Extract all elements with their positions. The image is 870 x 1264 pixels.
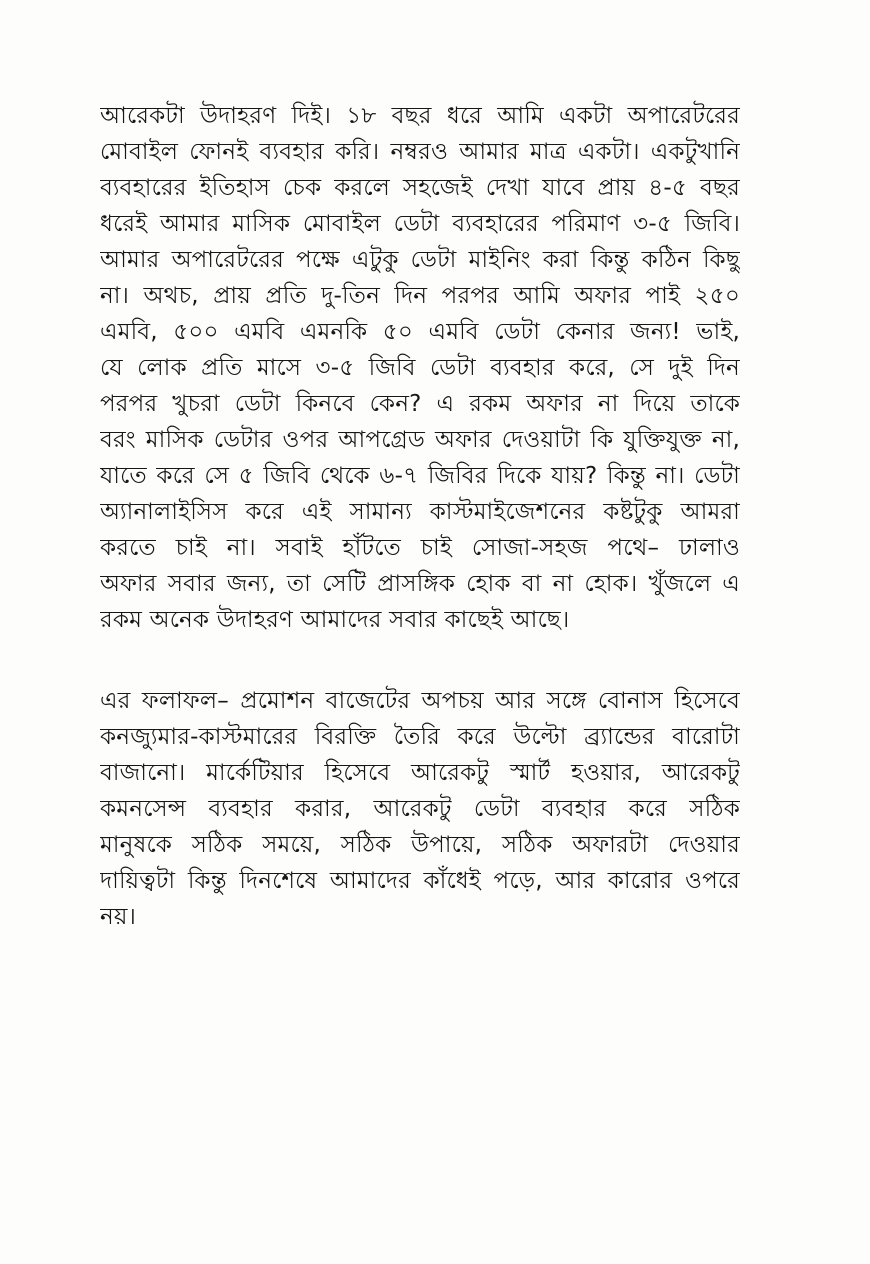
text-line: কনজ্যুমার-কাস্টমারের বিরক্তি তৈরি করে উল্টো ব্র্যান্ডের বারোটা — [100, 724, 740, 750]
text-line: মোবাইল ফোনই ব্যবহার করি। নম্বরও আমার মাত্র একটা। একটুখানি — [100, 139, 740, 165]
text-line: পরপর খুচরা ডেটা কিনবে কেন? এ রকম অফার না দিয়ে তাকে — [100, 391, 740, 417]
paragraph-example — [100, 98, 740, 638]
text-line: করতে চাই না। সবাই হাঁটতে চাই সোজা-সহজ পথে– ঢালাও — [100, 535, 740, 561]
text-line: না। অথচ, প্রায় প্রতি দু-তিন দিন পরপর আমি অফার পাই ২৫০ — [100, 283, 740, 309]
text-line: আমার অপারেটরের পক্ষে এটুকু ডেটা মাইনিং করা কিন্তু কঠিন কিছু — [100, 247, 740, 273]
paragraph-consequence — [100, 683, 740, 935]
text-line: ধরেই আমার মাসিক মোবাইল ডেটা ব্যবহারের পরিমাণ ৩-৫ জিবি। — [100, 211, 740, 237]
text-line: অ্যানালাইসিস করে এই সামান্য কাস্টমাইজেশনের কষ্টটুকু আমরা — [100, 499, 740, 525]
text-line: ব্যবহারের ইতিহাস চেক করলে সহজেই দেখা যাবে প্রায় ৪-৫ বছর — [100, 175, 740, 201]
text-line: আরেকটা উদাহরণ দিই। ১৮ বছর ধরে আমি একটা অপারেটরের — [100, 103, 740, 129]
text-line: দায়িত্বটা কিন্তু দিনশেষে আমাদের কাঁধেই পড়ে, আর কারোর ওপরে — [100, 868, 740, 894]
text-line: নয়। — [100, 904, 137, 930]
text-line: কমনসেন্স ব্যবহার করার, আরেকটু ডেটা ব্যবহার করে সঠিক — [100, 796, 740, 822]
text-line: অফার সবার জন্য, তা সেটি প্রাসঙ্গিক হোক বা না হোক। খুঁজলে এ — [100, 571, 740, 597]
text-line: যাতে করে সে ৫ জিবি থেকে ৬-৭ জিবির দিকে যায়? কিন্তু না। ডেটা — [100, 463, 740, 489]
text-line: রকম অনেক উদাহরণ আমাদের সবার কাছেই আছে। — [100, 607, 570, 633]
text-line: এমবি, ৫০০ এমবি এমনকি ৫০ এমবি ডেটা কেনার জন্য! ভাই, — [100, 319, 740, 345]
text-line: মানুষকে সঠিক সময়ে, সঠিক উপায়ে, সঠিক অফারটা দেওয়ার — [100, 832, 740, 858]
text-line: যে লোক প্রতি মাসে ৩-৫ জিবি ডেটা ব্যবহার করে, সে দুই দিন — [100, 355, 740, 381]
text-line: বরং মাসিক ডেটার ওপর আপগ্রেড অফার দেওয়াটা কি যুক্তিযুক্ত না, — [100, 427, 740, 453]
text-line: এর ফলাফল– প্রমোশন বাজেটের অপচয় আর সঙ্গে বোনাস হিসেবে — [100, 688, 740, 714]
text-line: বাজানো। মার্কেটিয়ার হিসেবে আরেকটু স্মার্ট হওয়ার, আরেকটু — [100, 760, 740, 786]
